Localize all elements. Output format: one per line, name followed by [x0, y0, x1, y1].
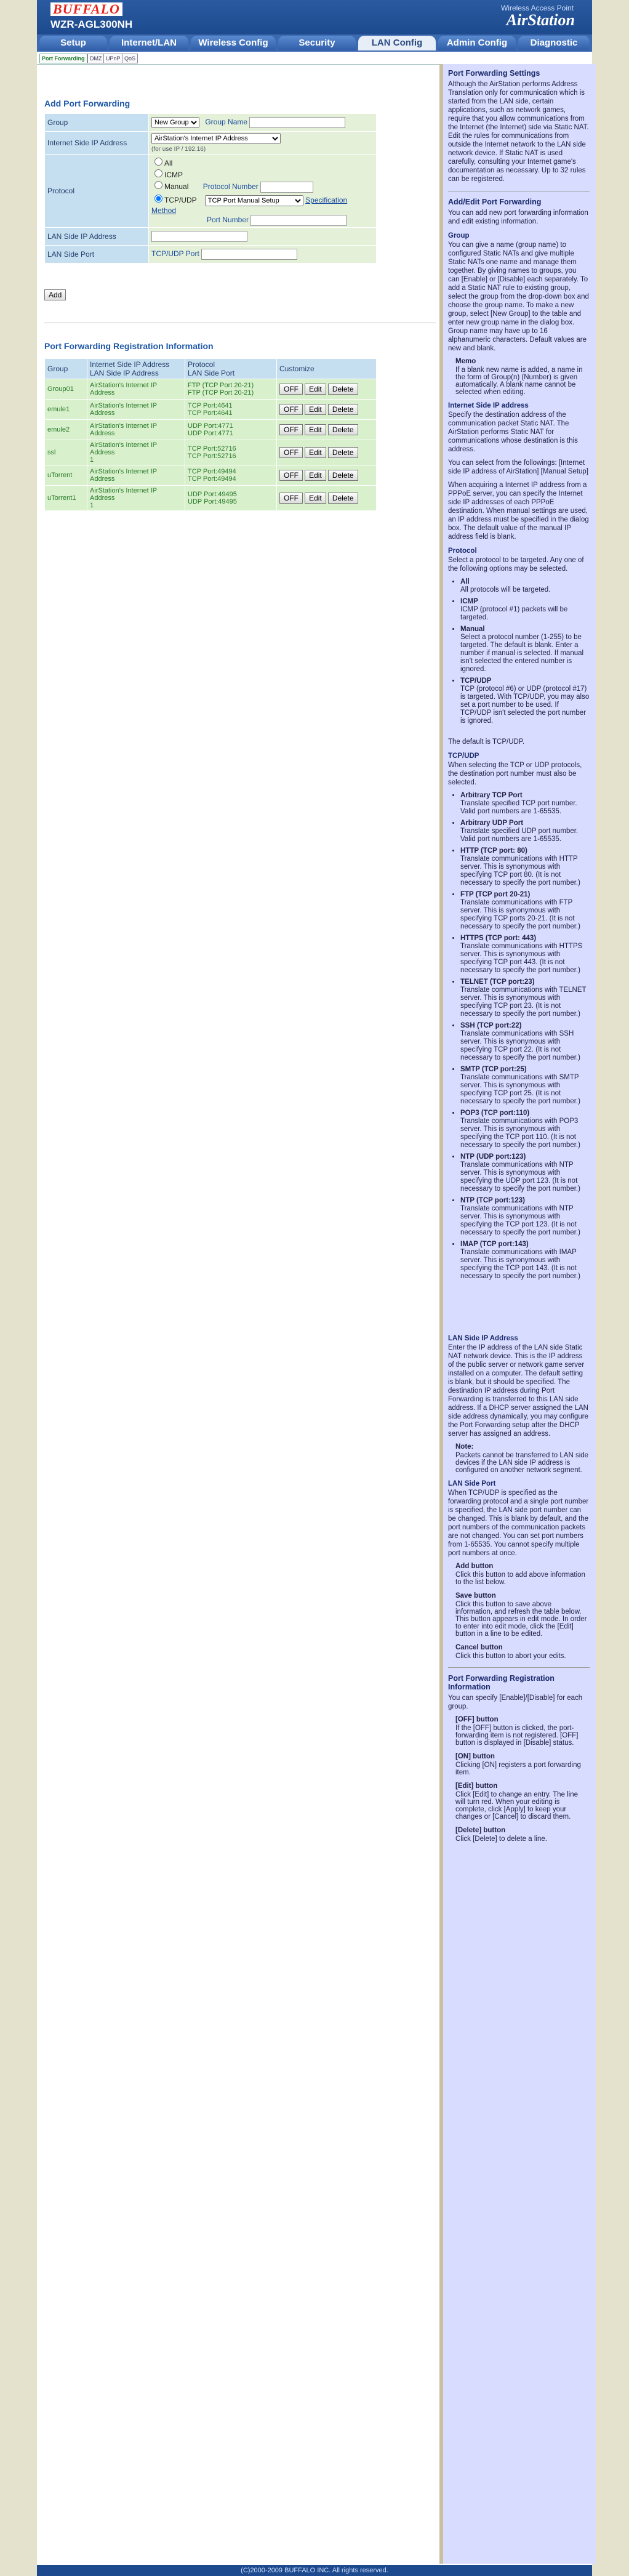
- off-button[interactable]: OFF: [279, 384, 303, 395]
- help-protocol-heading: Protocol: [448, 547, 477, 555]
- row-group: emule1: [45, 400, 87, 420]
- help-lanip-heading: LAN Side IP Address: [448, 1335, 518, 1342]
- help-edit-button: [Edit] button Click [Edit] to change an entry. The line will turn red. When your editing is complete, click [Apply] to keep your changes or [Cancel] to discard them.: [455, 1782, 579, 1821]
- help-panel: [439, 64, 596, 2564]
- row-group: uTorrent: [45, 465, 87, 486]
- subtab-upnp[interactable]: UPnP: [103, 54, 123, 63]
- help-list-item: • SSH (TCP port:22) Translate communications with SSH server. This is synonymous with specifying TCP port 22. (It is not necessary to specify the port number.): [460, 1022, 590, 1062]
- help-add-title: Add/Edit Port Forwarding: [448, 198, 542, 206]
- row-ip: AirStation's Internet IP Address 1: [87, 440, 185, 465]
- group-name-label: Group Name: [205, 118, 248, 126]
- header-bar: [37, 0, 592, 34]
- group-field: [149, 114, 377, 132]
- protocol-tcpudp-radio[interactable]: [154, 195, 162, 203]
- specification-method-link[interactable]: Specification Method: [151, 196, 348, 215]
- lan-port-field-label: TCP/UDP Port: [151, 249, 199, 258]
- port-number-input[interactable]: [250, 215, 347, 226]
- help-pf-title: Port Forwarding Settings: [448, 69, 540, 78]
- buffalo-logo: BUFFALO: [50, 2, 122, 16]
- help-list-item: • Arbitrary TCP Port Translate specified TCP port number. Valid port numbers are 1-65535.: [460, 792, 590, 816]
- table-row: [45, 379, 377, 400]
- tab-wireless-config[interactable]: Wireless Config: [191, 36, 276, 50]
- help-delete-button: [Delete] button Click [Delete] to delete a line.: [455, 1827, 547, 1843]
- lan-port-field: [149, 246, 377, 264]
- help-wan-text2: You can select from the followings: [Internet side IP address of AirStation] [Manual Setup]: [448, 459, 589, 475]
- sub-tabs: [37, 52, 441, 65]
- help-wan-heading: Internet Side IP address: [448, 402, 529, 409]
- help-reg-title: Port Forwarding Registration Information: [448, 1674, 555, 1691]
- tab-security[interactable]: Security: [278, 36, 356, 50]
- group-select[interactable]: [151, 117, 199, 128]
- wan-ip-label: Internet Side IP Address: [45, 132, 149, 155]
- edit-button[interactable]: Edit: [305, 404, 326, 415]
- help-cancel-button: Cancel button Click this button to abort your edits.: [455, 1644, 566, 1660]
- subtab-port-forwarding[interactable]: Port Forwarding: [39, 54, 87, 63]
- help-tcpudp-heading: TCP/UDP: [448, 752, 479, 760]
- help-lanport-heading: LAN Side Port: [448, 1480, 496, 1487]
- registration-title: Port Forwarding Registration Information: [44, 341, 214, 351]
- add-form-table: [44, 113, 377, 264]
- row-ip: AirStation's Internet IP Address: [87, 420, 185, 440]
- help-list-item: • TCP/UDP TCP (protocol #6) or UDP (protocol #17) is targeted. With TCP/UDP, you may also set a port number to be used. If TCP/UDP isn't selected the port number is ignored.: [460, 677, 590, 725]
- delete-button[interactable]: Delete: [328, 493, 358, 504]
- help-memo: Memo If a blank new name is added, a name in the form of Group(n) (Number) is given automatically. A blank name cannot be selected when editing.: [455, 358, 583, 396]
- lan-ip-field: [149, 228, 377, 246]
- help-list-item: • NTP (UDP port:123) Translate communications with NTP server. This is synonymous with specifying the UDP port 123. (It is not necessary to specify the port number.): [460, 1153, 590, 1193]
- protocol-number-input[interactable]: [260, 182, 313, 193]
- protocol-tcpudp-label: TCP/UDP: [164, 196, 197, 204]
- off-button[interactable]: OFF: [279, 470, 303, 481]
- off-button[interactable]: OFF: [279, 493, 303, 504]
- help-reg-text: You can specify [Enable]/[Disable] for each group.: [448, 1694, 583, 1710]
- help-group-heading: Group: [448, 232, 470, 239]
- delete-button[interactable]: Delete: [328, 447, 358, 458]
- tab-setup[interactable]: Setup: [39, 36, 107, 50]
- help-port-list: [448, 792, 590, 1281]
- row-customize: [277, 400, 377, 420]
- wan-ip-hint: (for use IP / 192.16): [151, 146, 206, 153]
- help-list-item: • TELNET (TCP port:23) Translate communications with TELNET server. This is synonymous with specifying TCP port 23. (It is not necessary to specify the port number.): [460, 978, 590, 1018]
- row-customize: [277, 440, 377, 465]
- edit-button[interactable]: Edit: [305, 470, 326, 481]
- lan-port-label: LAN Side Port: [45, 246, 149, 264]
- page-frame: [37, 0, 592, 2576]
- protocol-icmp-radio[interactable]: [154, 169, 162, 177]
- help-list-item: • SMTP (TCP port:25) Translate communications with SMTP server. This is synonymous with specifying TCP port 25. (It is not necessary to specify the port number.): [460, 1066, 590, 1106]
- table-row: [45, 440, 377, 465]
- help-divider-2: [448, 1667, 590, 1668]
- help-list-item: • NTP (TCP port:123) Translate communications with NTP server. This is synonymous with specifying the TCP port 123. (It is not necessary to specify the port number.): [460, 1197, 590, 1237]
- table-row: [45, 420, 377, 440]
- help-add-intro: You can add new port forwarding information and edit existing information.: [448, 209, 588, 225]
- protocol-number-label: Protocol Number: [202, 182, 258, 191]
- row-group: uTorrent1: [45, 486, 87, 511]
- row-protocol: TCP Port:49494 TCP Port:49494: [185, 465, 277, 486]
- footer: (C)2000-2009 BUFFALO INC. All rights reserved.: [37, 2565, 592, 2576]
- help-list-item: • All All protocols will be targeted.: [460, 578, 590, 594]
- table-row: [45, 486, 377, 511]
- edit-button[interactable]: Edit: [305, 424, 326, 435]
- row-customize: [277, 379, 377, 400]
- protocol-icmp-label: ICMP: [164, 171, 183, 179]
- help-off-button: [OFF] button If the [OFF] button is clicked, the port-forwarding item is not registered. [OFF] button is displayed in [Disable] status.: [455, 1716, 579, 1747]
- help-protocol-text: Select a protocol to be targeted. Any one of the following options may be selected.: [448, 557, 584, 573]
- delete-button[interactable]: Delete: [328, 424, 358, 435]
- delete-button[interactable]: Delete: [328, 470, 358, 481]
- group-label: Group: [45, 114, 149, 132]
- row-customize: [277, 486, 377, 511]
- tab-internet-lan[interactable]: Internet/LAN: [110, 36, 188, 50]
- help-list-item: • Manual Select a protocol number (1-255) to be targeted. The default is blank. Enter a number if manual is selected. If manual isn't selected the entered number is ignored.: [460, 626, 590, 674]
- help-wan-text1: Specify the destination address of the communication packet Static NAT. The AirStation performs Static NAT for communications whose destination is this address.: [448, 411, 578, 453]
- subtab-qos[interactable]: QoS: [122, 54, 138, 63]
- tagline: Wireless Access Point: [500, 4, 574, 12]
- tab-lan-config[interactable]: LAN Config: [358, 36, 436, 50]
- help-list-item: • ICMP ICMP (protocol #1) packets will be targeted.: [460, 598, 590, 622]
- table-row: [45, 465, 377, 486]
- row-customize: [277, 420, 377, 440]
- help-add-button: Add button Click this button to add above information to the list below.: [455, 1563, 585, 1586]
- off-button[interactable]: OFF: [279, 424, 303, 435]
- group-name-input[interactable]: [249, 117, 345, 128]
- col-customize: Customize: [277, 359, 377, 379]
- off-button[interactable]: OFF: [279, 447, 303, 458]
- row-protocol: TCP Port:4641 TCP Port:4641: [185, 400, 277, 420]
- tab-admin-config[interactable]: Admin Config: [438, 36, 516, 50]
- row-ip: AirStation's Internet IP Address: [87, 379, 185, 400]
- model-name: WZR-AGL300NH: [50, 18, 133, 30]
- port-type-select[interactable]: [205, 195, 303, 206]
- help-pf-intro: Although the AirStation performs Address Translation only for communication which is started from the LAN side, certain applications, such as network games, require that you allow communications from the Internet (the Internet) side via Static NAT. Edit the rules for communications from outside the Internet network to the LAN side network device. If Static NAT is used carefully, consulting your Internet game's documentation as necessary. Up to 32 rules can be registered.: [448, 81, 589, 183]
- protocol-all-label: All: [164, 159, 173, 167]
- subtab-dmz[interactable]: DMZ: [87, 54, 105, 63]
- protocol-label: Protocol: [45, 155, 149, 228]
- protocol-manual-label: Manual: [164, 182, 189, 191]
- row-ip: AirStation's Internet IP Address: [87, 465, 185, 486]
- col-ip: Internet Side IP Address LAN Side IP Address: [87, 359, 185, 379]
- protocol-all-radio[interactable]: [154, 158, 162, 166]
- help-lanport-text: When TCP/UDP is specified as the forwarding protocol and a single port number is specified, the LAN side port number can be changed. This is blank by default, and the port numbers of the communication packets are not changed. You can set port numbers from 1-65535. You cannot specify multiple port numbers at once.: [448, 1489, 589, 1557]
- airstation-brand: AirStation: [506, 11, 575, 29]
- row-protocol: TCP Port:52716 TCP Port:52716: [185, 440, 277, 465]
- help-list-item: • FTP (TCP port 20-21) Translate communications with FTP server. This is synonymous with specifying TCP ports 20-21. (It is not necessary to specify the port number.): [460, 891, 590, 931]
- edit-button[interactable]: Edit: [305, 447, 326, 458]
- help-wan-text3: When acquiring a Internet IP address from a PPPoE server, you can specify the Internet side IP addresses of each PPPoE destination. When manual settings are used, an IP address must be specified in the dialog box. The default value of the manual IP address field is blank.: [448, 481, 589, 541]
- row-group: emule2: [45, 420, 87, 440]
- help-on-button: [ON] button Clicking [ON] registers a port forwarding item.: [455, 1753, 581, 1776]
- col-group: Group: [45, 359, 87, 379]
- help-list-item: • IMAP (TCP port:143) Translate communications with IMAP server. This is synonymous with specifying the TCP port 143. (It is not necessary to specify the port number.): [460, 1241, 590, 1281]
- help-protocol-default: The default is TCP/UDP.: [448, 738, 525, 746]
- row-group: Group01: [45, 379, 87, 400]
- wan-ip-select[interactable]: [151, 133, 281, 144]
- off-button[interactable]: OFF: [279, 404, 303, 415]
- row-protocol: UDP Port:49495 UDP Port:49495: [185, 486, 277, 511]
- col-protocol: Protocol LAN Side Port: [185, 359, 277, 379]
- protocol-field: [149, 155, 377, 228]
- row-customize: [277, 465, 377, 486]
- table-header-row: [45, 359, 377, 379]
- protocol-manual-radio[interactable]: [154, 181, 162, 189]
- help-note: Note: Packets cannot be transferred to LAN side devices if the LAN side IP address is configured on another network segment.: [455, 1443, 589, 1474]
- main-tabs: [37, 34, 592, 52]
- tab-diagnostic[interactable]: Diagnostic: [518, 36, 590, 50]
- port-number-label: Port Number: [207, 215, 249, 224]
- help-list-item: • HTTP (TCP port: 80) Translate communications with HTTP server. This is synonymous with specifying TCP port 80. (It is not necessary to specify the port number.): [460, 847, 590, 887]
- wan-ip-field: [149, 132, 377, 155]
- help-tcpudp-text: When selecting the TCP or UDP protocols, the destination port number must also be selected.: [448, 762, 582, 786]
- delete-button[interactable]: Delete: [328, 384, 358, 395]
- delete-button[interactable]: Delete: [328, 404, 358, 415]
- help-list-item: • POP3 (TCP port:110) Translate communications with POP3 server. This is synonymous with specifying the TCP port 110. (It is not necessary to specify the port number.): [460, 1109, 590, 1149]
- add-port-forwarding-title: Add Port Forwarding: [44, 99, 130, 108]
- help-lanip-text: Enter the IP address of the LAN side Static NAT network device. This is the IP address of the public server or network game server installed on a computer. The default setting is blank, but it should be specified. The destination IP address during Port Forwarding is transferred to this LAN side address. If a DHCP server assigned the LAN side address dynamically, you may configure the Port Forwarding setup after the DHCP server has assigned an address.: [448, 1344, 588, 1438]
- row-protocol: FTP (TCP Port 20-21) FTP (TCP Port 20-21): [185, 379, 277, 400]
- row-ip: AirStation's Internet IP Address 1: [87, 486, 185, 511]
- help-list-item: • Arbitrary UDP Port Translate specified UDP port number. Valid port numbers are 1-65535.: [460, 819, 590, 843]
- lan-ip-input[interactable]: [151, 231, 247, 242]
- add-button[interactable]: Add: [44, 289, 66, 300]
- row-group: ssl: [45, 440, 87, 465]
- help-protocol-list: [448, 578, 590, 725]
- row-protocol: UDP Port:4771 UDP Port:4771: [185, 420, 277, 440]
- lan-port-input[interactable]: [201, 249, 297, 260]
- table-row: [45, 400, 377, 420]
- lan-ip-label: LAN Side IP Address: [45, 228, 149, 246]
- edit-button[interactable]: Edit: [305, 493, 326, 504]
- help-group-text: You can give a name (group name) to configured Static NATs and give multiple Static NATs one name and manage them together. By giving names to groups, you can [Enable] or [Disable] each separately. To add a Static NAT rule to existing group, select the group from the drop-down box and choose the group name. To make a new group, select [New Group] to the table and enter new group name in the dialog box. Group name may have up to 16 alphanumeric characters. Default values are new and blank.: [448, 241, 589, 352]
- help-save-button: Save button Click this button to save above information, and refresh the table below. This button appears in edit mode. In order to enter into edit mode, click the [Edit] button in a line to be edited.: [455, 1592, 587, 1638]
- help-list-item: • HTTPS (TCP port: 443) Translate communications with HTTPS server. This is synonymous with specifying TCP port 443. (It is not necessary to specify the port number.): [460, 935, 590, 975]
- edit-button[interactable]: Edit: [305, 384, 326, 395]
- row-ip: AirStation's Internet IP Address: [87, 400, 185, 420]
- registration-table: [44, 358, 377, 511]
